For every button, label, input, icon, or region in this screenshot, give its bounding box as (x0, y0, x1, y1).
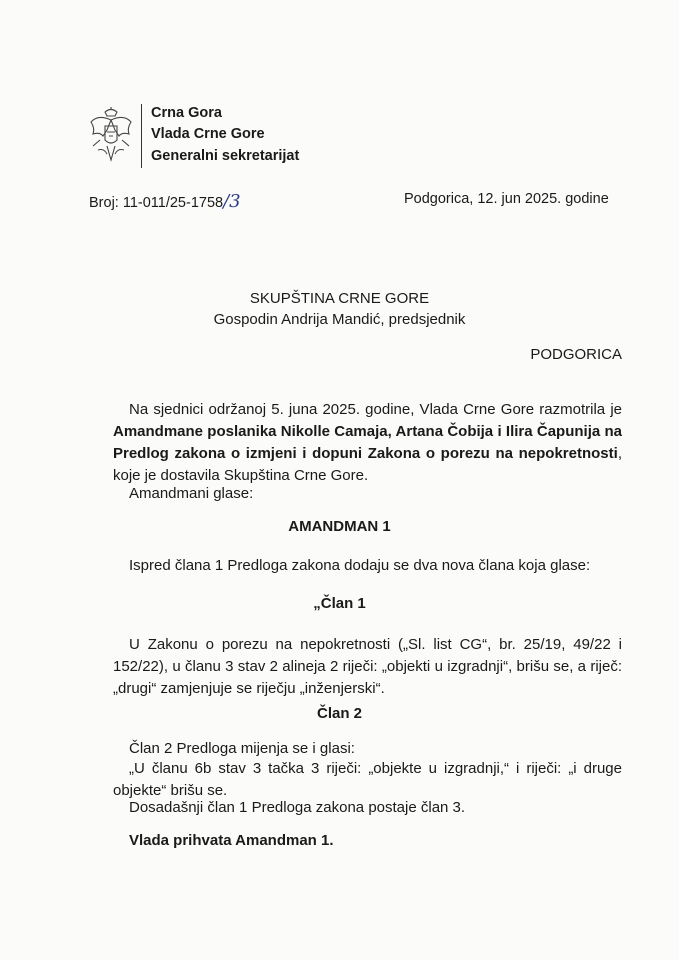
government-conclusion: Vlada prihvata Amandman 1. (129, 832, 334, 849)
letterhead-country: Crna Gora (151, 105, 222, 121)
place-date: Podgorica, 12. jun 2025. godine (404, 191, 609, 207)
intro-text-b: , koje je dostavila Skupština Crne Gore. (113, 445, 622, 484)
reference-number (89, 191, 241, 212)
letterhead-government: Vlada Crne Gore (151, 126, 265, 142)
article-2-line-3: Dosadašnji član 1 Predloga zakona postaje član 3. (129, 799, 466, 816)
recipient-assembly: SKUPŠTINA CRNE GORE (249, 290, 430, 307)
intro-paragraph (113, 399, 622, 487)
handwritten-annotation: /3 (223, 191, 241, 212)
recipient-person: Gospodin Andrija Mandić, predsjednik (213, 311, 466, 328)
article-2-line-2: „U članu 6b stav 3 tačka 3 riječi: „objekte u izgradnji,“ i riječi: „i druge objekte“ brišu se. (113, 760, 622, 799)
article-2-title: Član 2 (316, 705, 362, 722)
reference-broj: Broj: 11-011/25-1758 (89, 195, 224, 211)
intro-text-a: Na sjednici održanoj 5. juna 2025. godine, Vlada Crne Gore razmotrila je (129, 401, 622, 418)
letterhead-divider (141, 104, 142, 168)
article-1-title: „Član 1 (313, 595, 366, 612)
letterhead-secretariat: Generalni sekretarijat (151, 148, 300, 164)
article-1-text: U Zakonu o porezu na nepokretnosti („Sl. list CG“, br. 25/19, 49/22 i 152/22), u članu 3 stav 2 alineja 2 riječi: „objekti u izgradnji“, brišu se, a riječ: „drugi“ zamjenjuje se riječju „inženjerski“. (113, 636, 622, 697)
amendment-title: AMANDMAN 1 (288, 518, 391, 535)
recipient-city: PODGORICA (530, 346, 622, 363)
intro-amendments-read: Amandmani glase: (129, 485, 254, 502)
coat-of-arms-icon (88, 106, 134, 164)
article-2-line-1: Član 2 Predloga mijenja se i glasi: (129, 740, 355, 757)
amendment-lead: Ispred člana 1 Predloga zakona dodaju se dva nova člana koja glase: (129, 557, 591, 574)
intro-text-bold: Amandmane poslanika Nikolle Camaja, Artana Čobija i Ilira Čapunija na Predlog zakona o izmjeni i dopuni Zakona o porezu na nepokretnosti (113, 423, 622, 462)
